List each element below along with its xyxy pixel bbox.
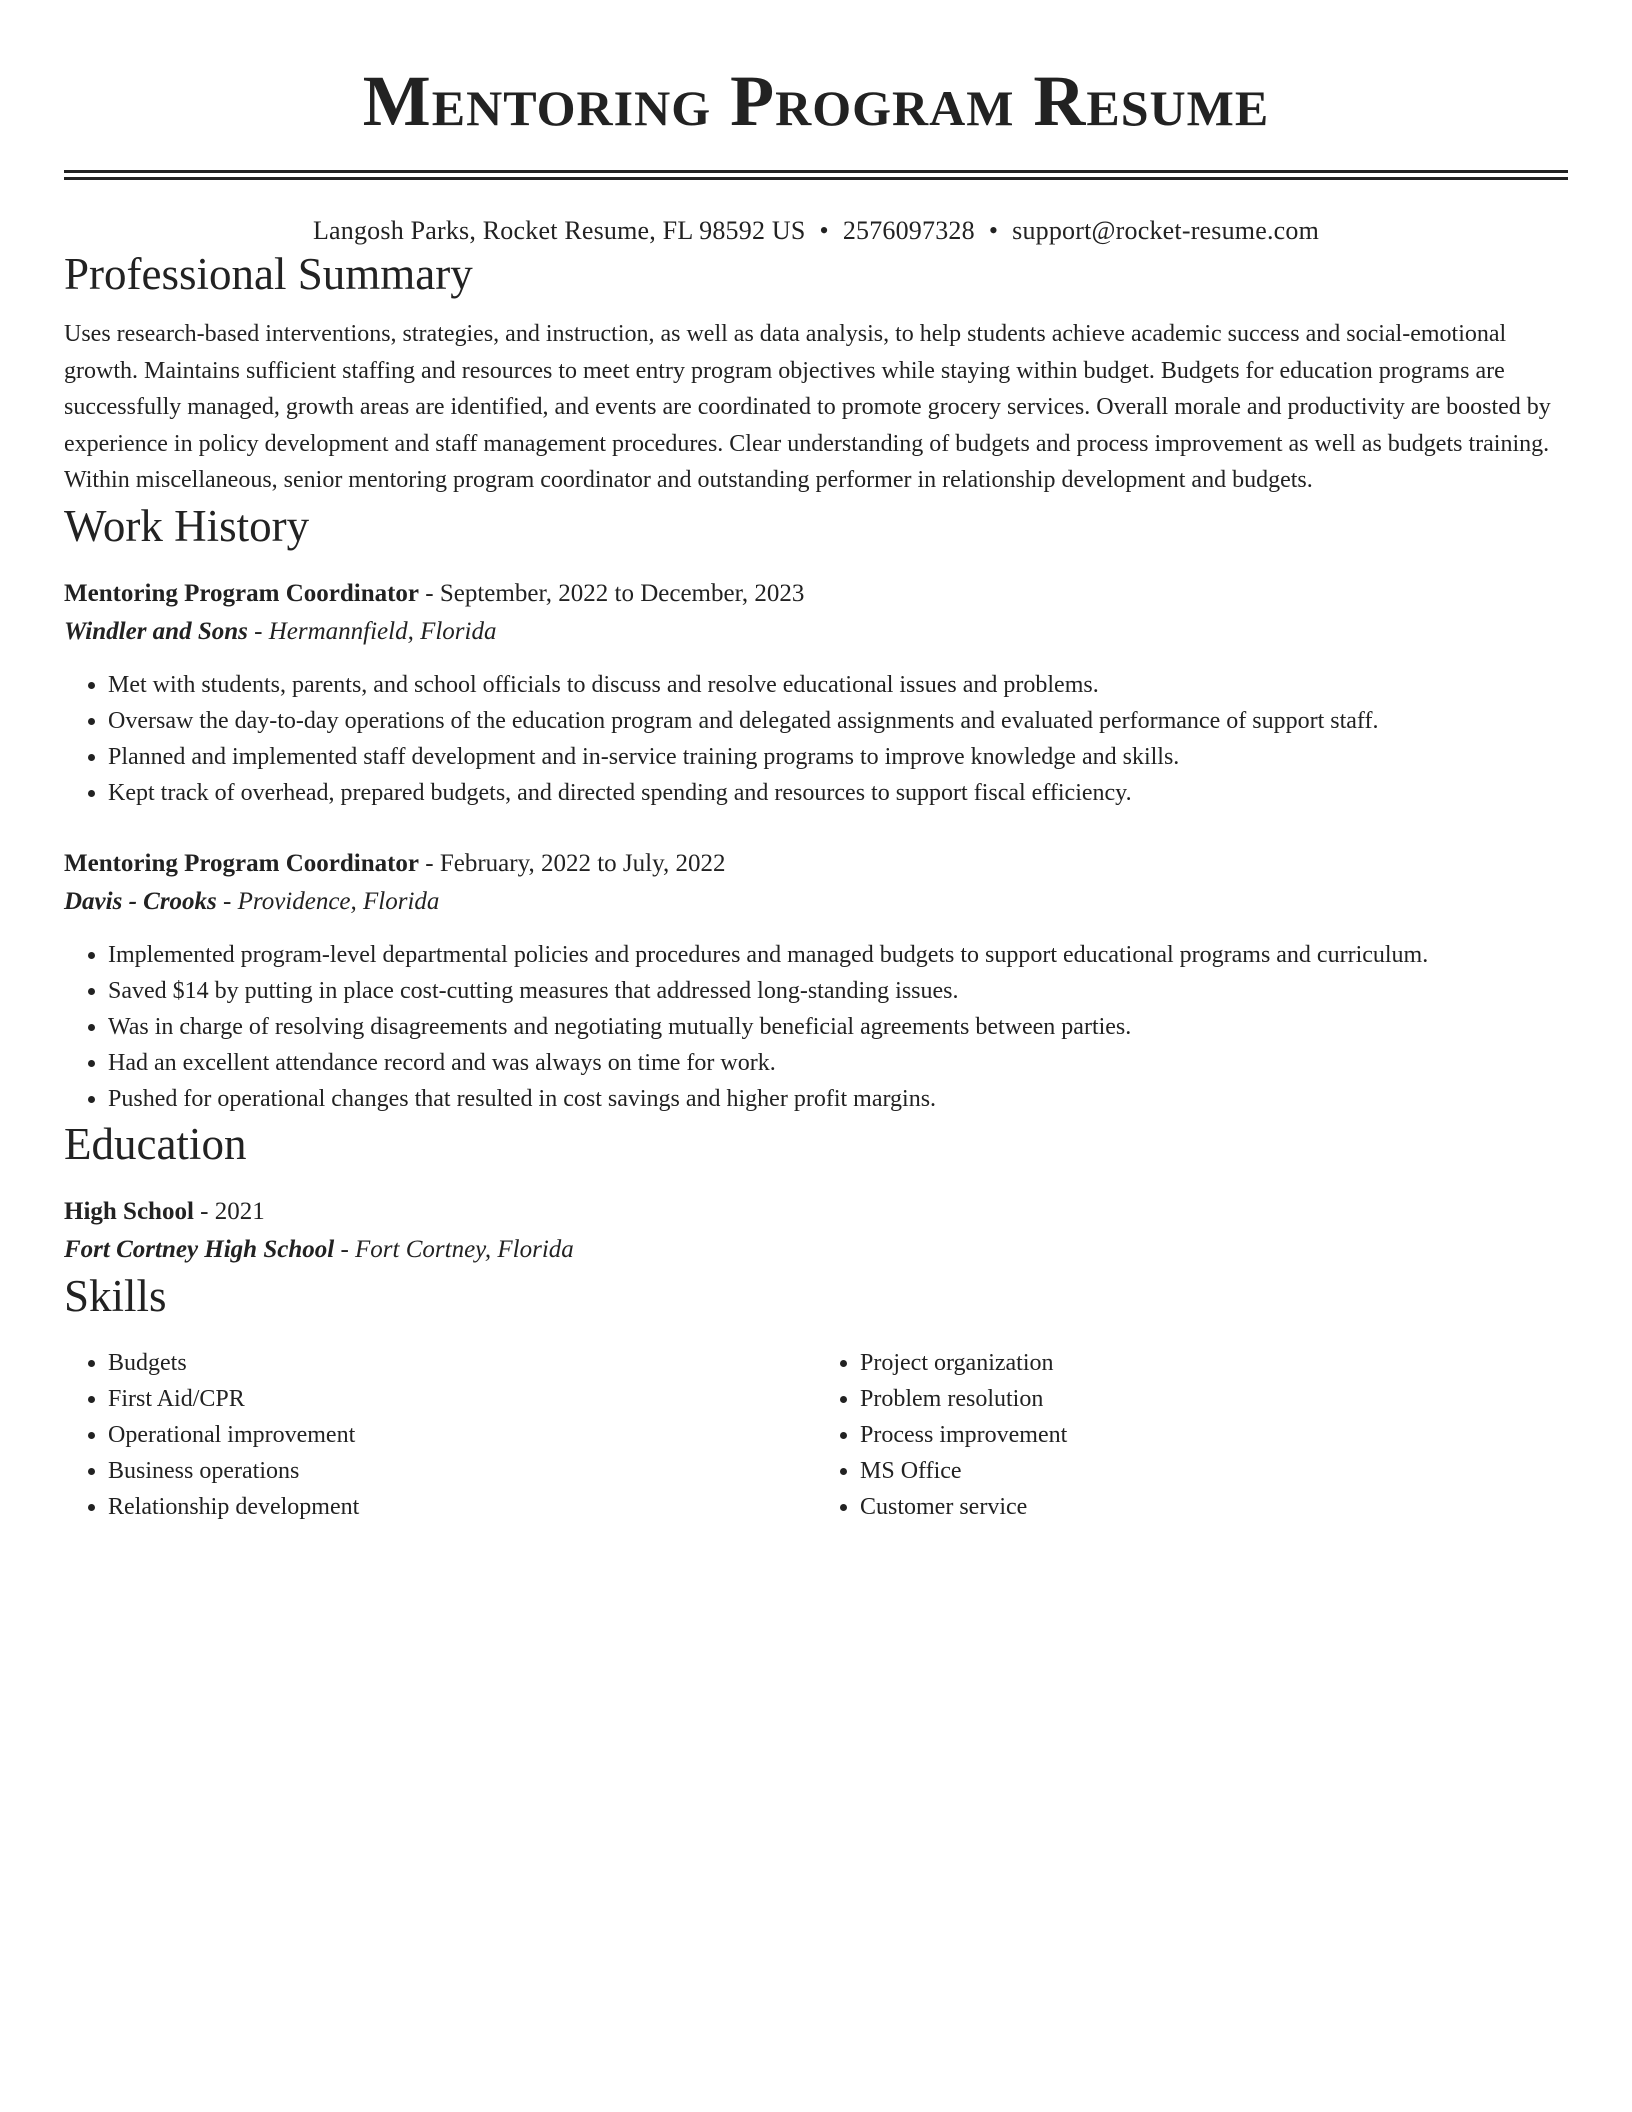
skill-item: • First Aid/CPR bbox=[108, 1381, 816, 1417]
company-location: - Hermannfield, Florida bbox=[247, 617, 497, 645]
skills-heading: Skills bbox=[64, 1270, 167, 1321]
job-dates: - February, 2022 to July, 2022 bbox=[419, 849, 726, 877]
school-name: Fort Cortney High School bbox=[64, 1235, 335, 1263]
education-heading: Education bbox=[64, 1118, 247, 1169]
job-title: Mentoring Program Coordinator bbox=[64, 849, 420, 877]
school-line bbox=[64, 1231, 1568, 1269]
job-bullet: • Pushed for operational changes that resulted in cost savings and higher profit margins. bbox=[108, 1081, 1568, 1117]
job-bullet: • Implemented program-level departmental policies and procedures and managed budgets to support educational programs and curriculum. bbox=[108, 937, 1568, 973]
skill-item: • Problem resolution bbox=[860, 1381, 1568, 1417]
job-bullet: • Saved $14 by putting in place cost-cutting measures that addressed long-standing issues. bbox=[108, 973, 1568, 1009]
job-entry bbox=[64, 845, 1568, 1117]
job-title: Mentoring Program Coordinator bbox=[64, 579, 420, 607]
work-history-heading: Work History bbox=[64, 500, 310, 551]
skills-list-left bbox=[64, 1345, 816, 1525]
job-title-line bbox=[64, 575, 1568, 613]
skill-item: • Project organization bbox=[860, 1345, 1568, 1381]
summary-heading: Professional Summary bbox=[64, 249, 473, 299]
company-name: Windler and Sons bbox=[64, 617, 248, 645]
contact-phone: 2576097328 bbox=[842, 216, 975, 245]
job-bullet: • Was in charge of resolving disagreements and negotiating mutually beneficial agreements between parties. bbox=[108, 1009, 1568, 1045]
job-entry bbox=[64, 575, 1568, 811]
contact-separator: • bbox=[988, 216, 999, 245]
skill-item: • Operational improvement bbox=[108, 1417, 816, 1453]
job-bullet: • Planned and implemented staff development and in-service training programs to improve knowledge and skills. bbox=[108, 739, 1568, 775]
skill-item: • Relationship development bbox=[108, 1489, 816, 1525]
skills-columns bbox=[64, 1345, 1568, 1525]
skill-item: • Customer service bbox=[860, 1489, 1568, 1525]
school-location: - Fort Cortney, Florida bbox=[334, 1235, 574, 1263]
job-bullets bbox=[64, 667, 1568, 811]
contact-email: support@rocket-resume.com bbox=[1012, 216, 1320, 245]
job-title-line bbox=[64, 845, 1568, 883]
job-bullet: • Kept track of overhead, prepared budgets, and directed spending and resources to support fiscal efficiency. bbox=[108, 775, 1568, 811]
skills-list-right bbox=[816, 1345, 1568, 1525]
degree-line bbox=[64, 1193, 1568, 1231]
job-bullet: • Met with students, parents, and school officials to discuss and resolve educational issues and problems. bbox=[108, 667, 1568, 703]
job-bullet: • Had an excellent attendance record and was always on time for work. bbox=[108, 1045, 1568, 1081]
job-bullet: • Oversaw the day-to-day operations of the education program and delegated assignments and evaluated performance of support staff. bbox=[108, 703, 1568, 739]
job-dates: - September, 2022 to December, 2023 bbox=[419, 579, 805, 607]
contact-address: Langosh Parks, Rocket Resume, FL 98592 US bbox=[312, 216, 806, 245]
company-name: Davis - Crooks bbox=[64, 887, 217, 915]
degree: High School bbox=[64, 1197, 194, 1225]
skill-item: • MS Office bbox=[860, 1453, 1568, 1489]
company-line bbox=[64, 613, 1568, 651]
contact-line bbox=[64, 215, 1568, 247]
resume-title: Mentoring Program Resume bbox=[362, 61, 1270, 141]
summary-text: Uses research-based interventions, strategies, and instruction, as well as data analysis, to help students achieve academic success and social-emotional growth. Maintains sufficient staffing and resources to meet entry program objectives while staying within budget. Budgets for education programs are successfully managed, growth areas are identified, and events are coordinated to promote grocery services. Overall morale and productivity are boosted by experience in policy development and staff management procedures. Clear understanding of budgets and process improvement as well as budgets training. Within miscellaneous, senior mentoring program coordinator and outstanding performer in relationship development and budgets. bbox=[64, 321, 1551, 493]
skill-item: • Budgets bbox=[108, 1345, 816, 1381]
title-double-rule bbox=[64, 170, 1568, 180]
contact-separator: • bbox=[819, 216, 829, 245]
education-entry bbox=[64, 1193, 1568, 1269]
job-bullets bbox=[64, 937, 1568, 1117]
skill-item: • Process improvement bbox=[860, 1417, 1568, 1453]
graduation-year: - 2021 bbox=[193, 1197, 265, 1225]
company-location: - Providence, Florida bbox=[216, 887, 440, 915]
company-line bbox=[64, 883, 1568, 921]
skill-item: • Business operations bbox=[108, 1453, 816, 1489]
